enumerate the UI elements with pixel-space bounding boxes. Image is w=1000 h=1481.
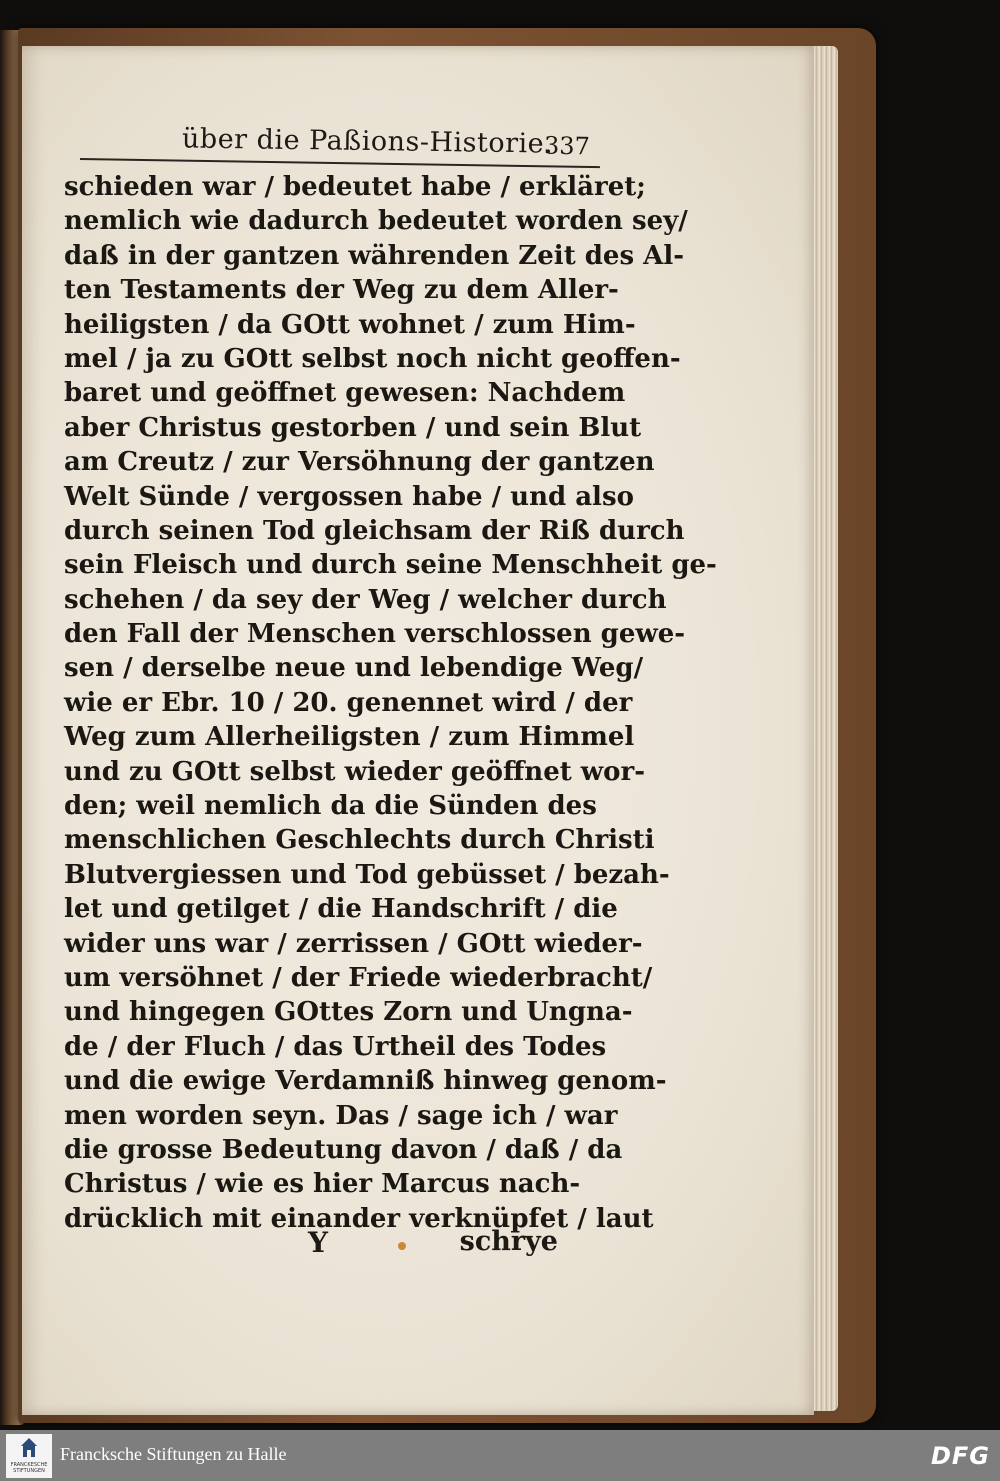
text-line: de / der Fluch / das Urtheil des Todes [64, 1031, 607, 1062]
text-line: und die ewige Verdamniß hinweg genom- [64, 1066, 667, 1097]
text-line: sen / derselbe neue und lebendige Weg/ [64, 653, 644, 684]
running-head-title: über die Paßions-Historie. [181, 123, 554, 160]
text-line: die grosse Bedeutung davon / daß / da [64, 1134, 623, 1165]
text-line: am Creutz / zur Versöhnung der gantzen [64, 447, 655, 478]
body-text [64, 170, 717, 1236]
text-line: drücklich mit einander verknüpfet / laut [64, 1203, 654, 1234]
catchword-row [308, 1226, 578, 1266]
signature-mark: Y [308, 1226, 328, 1259]
running-head [182, 118, 612, 164]
text-line: den Fall der Menschen verschlossen gewe- [64, 619, 686, 650]
text-line: men worden seyn. Das / sage ich / war [64, 1100, 618, 1131]
text-line: Welt Sünde / vergossen habe / und also [64, 481, 634, 512]
catchword: schrye [459, 1226, 558, 1257]
text-line: menschlichen Geschlechts durch Christi [64, 825, 655, 856]
text-line: wider uns war / zerrissen / GOtt wieder- [64, 928, 643, 959]
footer-bar [0, 1430, 1000, 1481]
text-line: Weg zum Allerheiligsten / zum Himmel [64, 722, 635, 753]
page-number: 337 [543, 131, 591, 161]
text-line: sein Fleisch und durch seine Menschheit ge- [64, 550, 717, 581]
text-line: ten Testaments der Weg zu dem Aller- [64, 275, 619, 306]
text-line: aber Christus gestorben / und sein Blut [64, 412, 642, 443]
logo-text: FRANCKESCHE STIFTUNGEN [10, 1462, 48, 1474]
text-line: Blutvergiessen und Tod gebüsset / bezah- [64, 859, 670, 890]
text-line: schehen / da sey der Weg / welcher durch [64, 584, 667, 615]
text-line: und hingegen GOttes Zorn und Ungna- [64, 997, 633, 1028]
text-line: um versöhnet / der Friede wiederbracht/ [64, 962, 653, 993]
text-line: Christus / wie es hier Marcus nach- [64, 1169, 581, 1200]
franckesche-stiftungen-logo[interactable] [6, 1434, 52, 1478]
building-icon [20, 1437, 38, 1459]
text-line: den; weil nemlich da die Sünden des [64, 791, 597, 822]
text-line: let und getilget / die Handschrift / die [64, 894, 618, 925]
text-line: baret und geöffnet gewesen: Nachdem [64, 378, 626, 409]
text-line: heiligsten / da GOtt wohnet / zum Him- [64, 309, 636, 340]
text-line: wie er Ebr. 10 / 20. genennet wird / der [64, 687, 633, 718]
ink-spot [398, 1242, 406, 1250]
text-line: nemlich wie dadurch bedeutet worden sey/ [64, 206, 688, 237]
text-line: durch seinen Tod gleichsam der Riß durch [64, 515, 685, 546]
text-line: daß in der gantzen währenden Zeit des Al- [64, 240, 685, 271]
footer-title-link[interactable]: Francksche Stiftungen zu Halle [60, 1444, 287, 1464]
dfg-logo[interactable]: DFG [930, 1442, 990, 1470]
text-line: mel / ja zu GOtt selbst noch nicht geoffen- [64, 343, 681, 374]
text-line: und zu GOtt selbst wieder geöffnet wor- [64, 756, 646, 787]
book-page [22, 46, 814, 1415]
text-line: schieden war / bedeutet habe / erkläret; [64, 172, 646, 202]
